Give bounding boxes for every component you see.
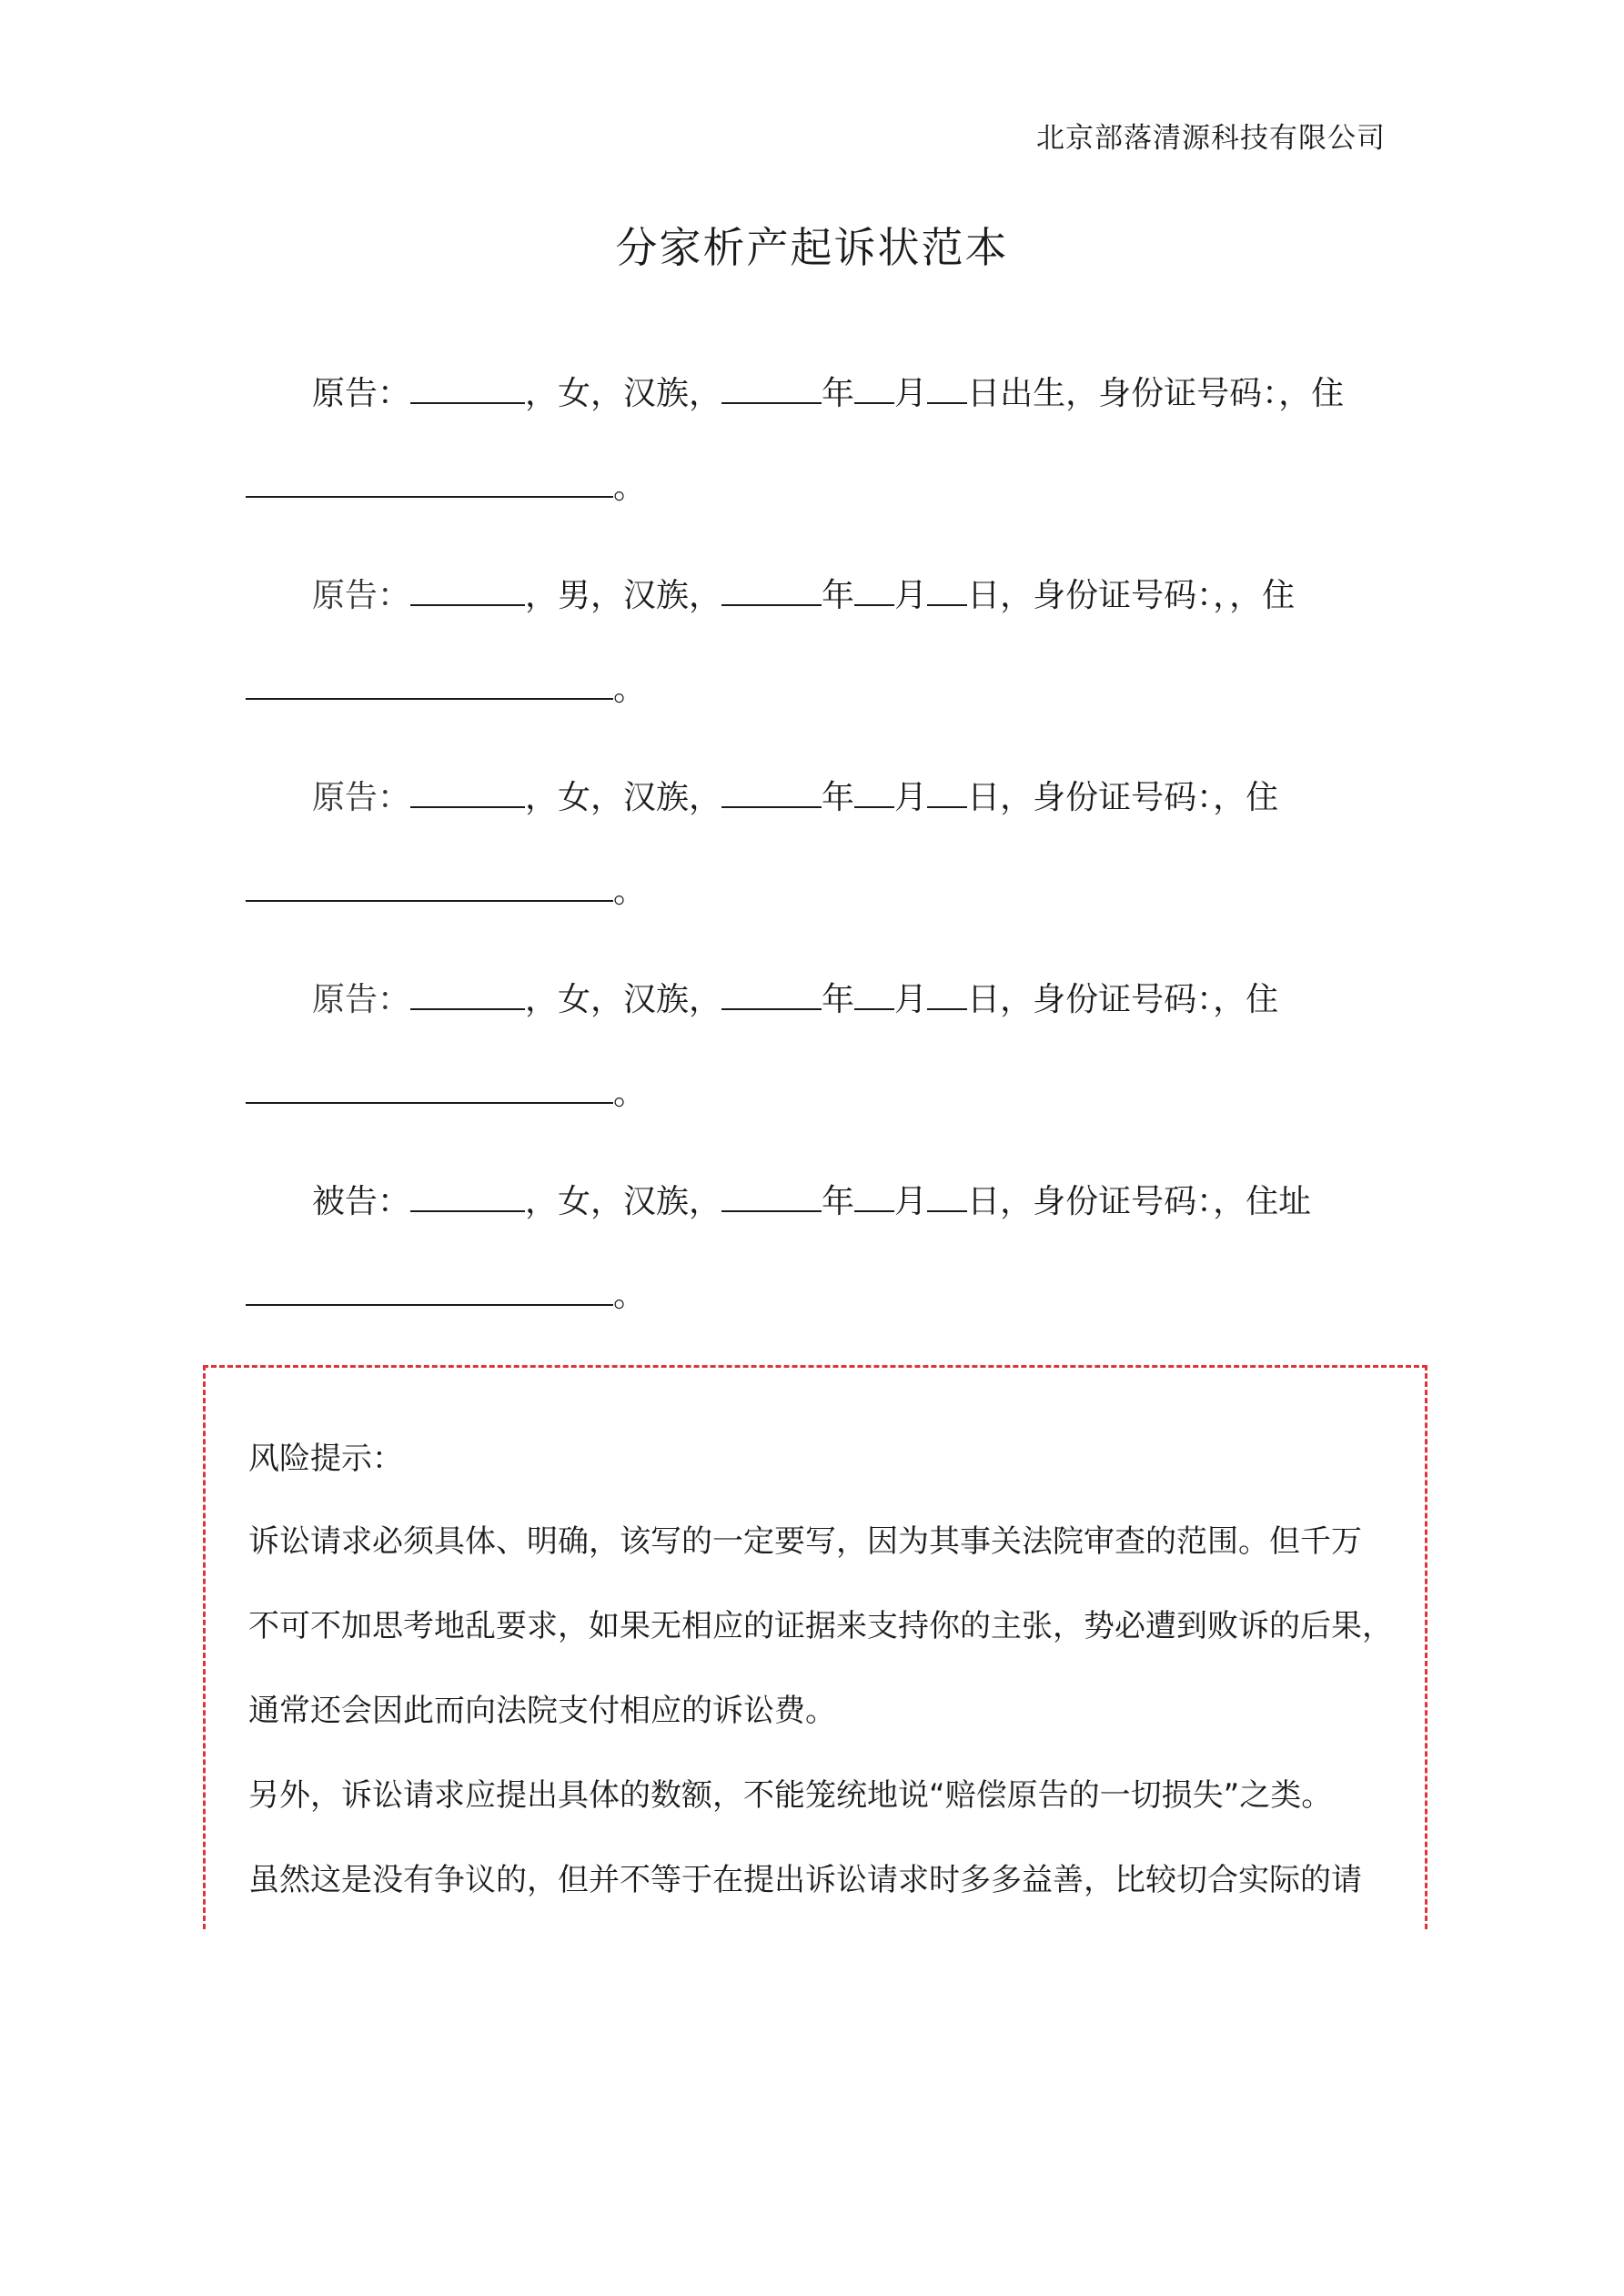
year-label: 年 (822, 577, 855, 614)
year-label: 年 (822, 375, 855, 412)
month-label: 月 (894, 981, 928, 1018)
month-blank[interactable] (854, 781, 894, 808)
year-blank[interactable] (721, 781, 822, 808)
id-address-label: 日，身份证号码：，住址 (967, 1183, 1312, 1220)
name-blank[interactable] (410, 377, 525, 404)
period: 。 (613, 873, 647, 910)
party-label: 被告： (312, 1183, 411, 1220)
risk-title: 风险提示： (248, 1441, 403, 1477)
month-blank[interactable] (854, 1185, 894, 1212)
risk-line: 诉讼请求必须具体、明确，该写的一定要写，因为其事关法院审查的范围。但千万 (248, 1523, 1362, 1560)
month-label: 月 (894, 577, 928, 614)
year-label: 年 (822, 1183, 855, 1220)
id-address-label: 日出生，身份证号码：，住 (967, 375, 1345, 412)
month-blank[interactable] (854, 377, 894, 404)
party-gender-ethnicity: ，女，汉族， (525, 981, 722, 1018)
address-blank[interactable] (246, 470, 613, 498)
month-blank[interactable] (854, 579, 894, 606)
party-gender-ethnicity: ，女，汉族， (525, 779, 722, 816)
risk-notice-box (203, 1365, 1427, 1929)
address-blank[interactable] (246, 1279, 613, 1306)
name-blank[interactable] (410, 781, 525, 808)
month-label: 月 (894, 375, 928, 412)
party-label: 原告： (312, 375, 411, 412)
party-gender-ethnicity: ，男，汉族， (525, 577, 722, 614)
day-blank[interactable] (927, 579, 967, 606)
address-line (246, 1067, 646, 1114)
party-info-line (312, 772, 1278, 818)
party-info-line (312, 368, 1344, 414)
address-line (246, 865, 646, 912)
address-blank[interactable] (246, 1077, 613, 1104)
day-blank[interactable] (927, 781, 967, 808)
party-gender-ethnicity: ，女，汉族， (525, 1183, 722, 1220)
period: 。 (613, 1075, 647, 1112)
year-label: 年 (822, 779, 855, 816)
id-address-label: 日，身份证号码：，住 (967, 981, 1279, 1018)
risk-line: 不可不加思考地乱要求，如果无相应的证据来支持你的主张，势必遭到败诉的后果， (248, 1608, 1393, 1644)
party-info-line (312, 974, 1278, 1020)
period: 。 (613, 469, 647, 506)
risk-line: 通常还会因此而向法院支付相应的诉讼费。 (248, 1693, 836, 1729)
party-label: 原告： (312, 981, 411, 1018)
name-blank[interactable] (410, 983, 525, 1010)
id-address-label: 日，身份证号码：，，住 (967, 577, 1296, 614)
risk-line: 虽然这是没有争议的，但并不等于在提出诉讼请求时多多益善，比较切合实际的请 (248, 1862, 1362, 1898)
risk-line: 另外，诉讼请求应提出具体的数额，不能笼统地说“赔偿原告的一切损失”之类。 (248, 1777, 1333, 1814)
period: 。 (613, 671, 647, 708)
party-info-line (312, 1176, 1311, 1222)
address-line (246, 1269, 646, 1316)
id-address-label: 日，身份证号码：，住 (967, 779, 1279, 816)
company-name: 北京部落清源科技有限公司 (1036, 122, 1386, 155)
period: 。 (613, 1277, 647, 1314)
month-label: 月 (894, 1183, 928, 1220)
party-info-line (312, 570, 1295, 616)
address-line (246, 461, 646, 508)
year-blank[interactable] (721, 983, 822, 1010)
party-label: 原告： (312, 577, 411, 614)
year-blank[interactable] (721, 1185, 822, 1212)
address-blank[interactable] (246, 673, 613, 700)
year-blank[interactable] (721, 377, 822, 404)
day-blank[interactable] (927, 983, 967, 1010)
address-line (246, 663, 646, 710)
day-blank[interactable] (927, 377, 967, 404)
year-label: 年 (822, 981, 855, 1018)
month-label: 月 (894, 779, 928, 816)
day-blank[interactable] (927, 1185, 967, 1212)
name-blank[interactable] (410, 1185, 525, 1212)
party-gender-ethnicity: ，女，汉族， (525, 375, 722, 412)
month-blank[interactable] (854, 983, 894, 1010)
name-blank[interactable] (410, 579, 525, 606)
address-blank[interactable] (246, 875, 613, 902)
year-blank[interactable] (721, 579, 822, 606)
party-label: 原告： (312, 779, 411, 816)
document-title: 分家析产起诉状范本 (615, 223, 1009, 272)
